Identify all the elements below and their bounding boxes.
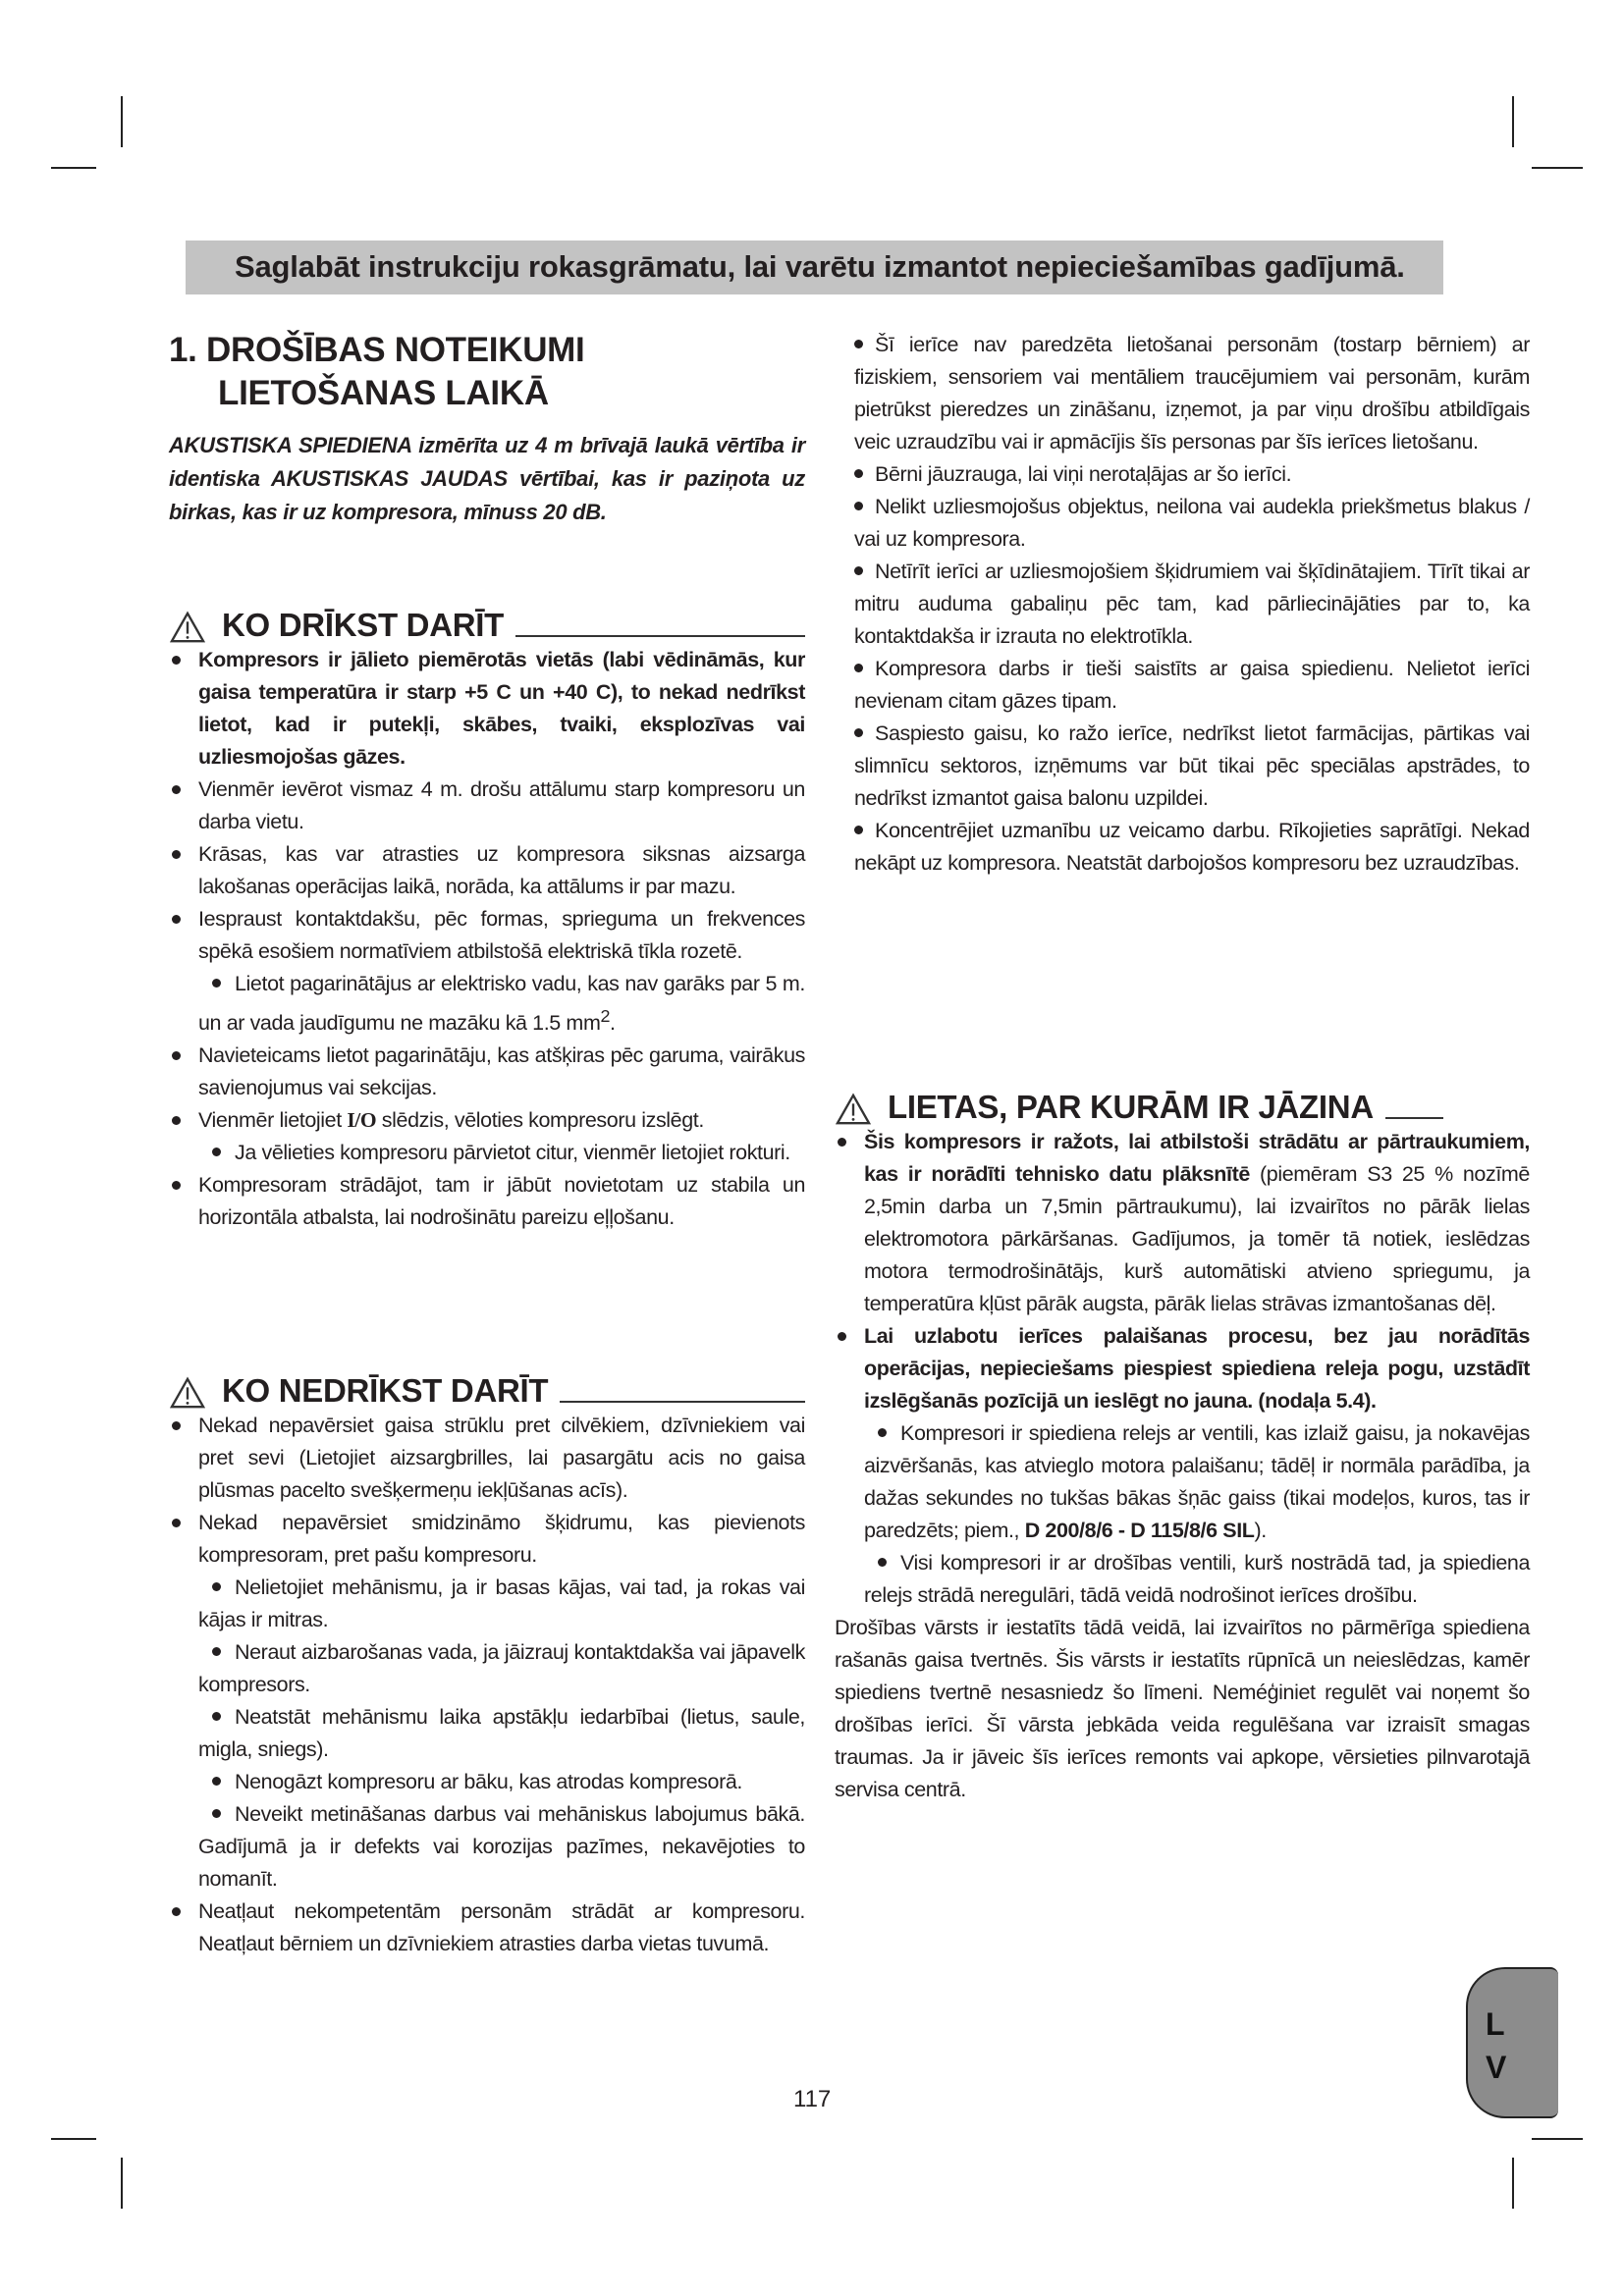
item-text: Vienmēr ievērot vismaz 4 m. drošu attālumu starp kompresoru un darba vietu.	[198, 777, 805, 833]
bullet-icon	[212, 1148, 221, 1156]
list-item	[835, 1547, 1530, 1612]
bullet-icon	[172, 1421, 181, 1430]
know-heading-text: LIETAS, PAR KURĀM IR JĀZINA	[888, 1089, 1374, 1125]
bullet-icon	[854, 502, 863, 510]
crop-mark	[121, 2158, 123, 2209]
item-text: Visi kompresori ir ar drošības ventili, kurš nostrādā tad, ja spiediena relejs strādā neregulāri, tādā veidā nodrošinot ierīces drošību.	[864, 1551, 1530, 1607]
warning-triangle-icon	[169, 1376, 206, 1410]
language-tab-l: L	[1486, 2006, 1505, 2042]
list-item	[169, 774, 805, 838]
item-text: (piemēram S3 25 % nozīmē 2,5min darba un 7,5min pārtraukumu), lai izvairītos no pārāk lielas elektromotora pārkāršanas. Gadījumos, ja tomēr tā notiek, ieslēdzas motora termodrošinātājs, kurš automātiski atvieno spriegumu, ja temperatūra kļūst pārāk augsta, pārāk lielas strāvas izmantošanas dēļ.	[864, 1162, 1530, 1315]
know-section	[835, 1083, 1530, 1806]
list-item	[169, 1766, 805, 1798]
warning-triangle-icon	[169, 611, 206, 644]
bullet-icon	[172, 656, 181, 665]
item-text: D 200/8/6 - D 115/8/6 SIL	[1024, 1519, 1255, 1542]
item-text: Neatstāt mehānismu laika apstākļu iedarbībai (lietus, saule, migla, sniegs).	[198, 1705, 805, 1761]
item-text: 2	[600, 1006, 611, 1026]
heading-rule	[560, 1401, 805, 1403]
item-text: Šī ierīce nav paredzēta lietošanai personām (tostarp bērniem) ar fiziskiem, sensoriem vai mentāliem traucējumiem vai personām, kurām pietrūkst pieredzes un zināšanu, izņemot, ja par viņu drošību atbildīgais veic uzraudzību vai ir apmācījis šīs personas par šīs ierīces lietošanu.	[854, 333, 1530, 454]
dont-section	[169, 1366, 805, 1960]
bullet-icon	[172, 1116, 181, 1125]
list-item	[169, 1798, 805, 1896]
list-item	[854, 718, 1530, 815]
item-text: ).	[1254, 1519, 1267, 1542]
list-item	[835, 1612, 1530, 1806]
bullet-icon	[172, 850, 181, 859]
bullet-icon	[878, 1428, 887, 1437]
title-line1: 1. DROŠĪBAS NOTEIKUMI	[169, 331, 585, 369]
item-text: Krāsas, kas var atrasties uz kompresora siksnas aizsarga lakošanas operācijas laikā, norāda, ka attālums ir par mazu.	[198, 842, 805, 898]
item-text: .	[610, 1011, 616, 1036]
item-text: Lietot pagarinātājus ar elektrisko vadu, kas nav garāks par 5 m. un ar vada jaudīgumu ne mazāku kā 1.5 mm	[198, 972, 805, 1036]
list-item	[169, 838, 805, 903]
do-section	[169, 601, 805, 1234]
dont-heading	[169, 1366, 805, 1410]
item-text: Šis kompresors ir ražots, lai atbilstoši strādātu ar pārtraukumiem, kas ir norādīti tehnisko datu plāksnītē	[864, 1130, 1530, 1186]
bullet-icon	[172, 785, 181, 794]
language-tab	[1466, 1967, 1558, 2118]
left-column	[169, 329, 805, 529]
list-item	[854, 653, 1530, 718]
item-text: Netīrīt ierīci ar uzliesmojošiem šķidrumiem vai šķīdinātajiem. Tīrīt tikai ar mitru auduma gabaliņu pēc tam, kad pārliecinājāties par to, ka kontaktdakša ir izrauta no elektrotīkla.	[854, 560, 1530, 648]
bullet-icon	[854, 664, 863, 672]
item-text: Koncentrējiet uzmanību uz veicamo darbu. Rīkojieties saprātīgi. Nekad nekāpt uz kompresora. Neatstāt darbojošos kompresoru bez uzraudzības.	[854, 819, 1530, 875]
list-item	[169, 1701, 805, 1766]
bullet-icon	[212, 1777, 221, 1786]
list-item	[835, 1126, 1530, 1320]
crop-mark	[121, 96, 123, 147]
bullet-icon	[172, 1051, 181, 1060]
item-text: Nenogāzt kompresoru ar bāku, kas atrodas kompresorā.	[235, 1770, 742, 1793]
item-text: Nekad nepavērsiet smidzināmo šķidrumu, kas pievienots kompresoram, pret pašu kompresoru.	[198, 1511, 805, 1567]
bullet-icon	[838, 1138, 846, 1147]
crop-mark	[1512, 96, 1514, 147]
item-text: Vienmēr lietojiet	[198, 1108, 348, 1133]
list-item	[169, 1636, 805, 1701]
dont-heading-text: KO NEDRĪKST DARĪT	[222, 1372, 549, 1409]
list-item	[854, 815, 1530, 880]
bullet-icon	[172, 915, 181, 924]
acoustic-note: AKUSTISKA SPIEDIENA izmērīta uz 4 m brīvajā laukā vērtība ir identiska AKUSTISKAS JAUDAS vērtībai, kas ir paziņota uz birkas, kas ir uz kompresora, mīnuss 20 dB.	[169, 433, 805, 524]
bullet-icon	[212, 1712, 221, 1721]
crop-mark	[51, 2138, 96, 2140]
do-heading	[169, 601, 805, 644]
list-item	[835, 1417, 1530, 1547]
do-list	[169, 644, 805, 1234]
item-text: Kompresors ir jālieto piemērotās vietās (labi vēdināmās, kur gaisa temperatūra ir starp +5 C un +40 C), to nekad nedrīkst lietot, kad ir putekļi, skābes, tvaiki, eksplozīvas vai uzliesmojošas gāzes.	[198, 648, 805, 769]
instruction-banner	[186, 240, 1443, 294]
banner-text: Saglabāt instrukciju rokasgrāmatu, lai varētu izmantot nepieciešamības gadījumā.	[235, 249, 1405, 284]
list-item	[854, 556, 1530, 653]
list-item	[169, 644, 805, 774]
item-text: Nelikt uzliesmojošus objektus, neilona vai audekla priekšmetus blakus / vai uz kompresora.	[854, 495, 1530, 551]
bullet-icon	[172, 1181, 181, 1190]
list-item	[169, 1507, 805, 1572]
page-number: 117	[793, 2086, 832, 2112]
item-text: Ja vēlieties kompresoru pārvietot citur, vienmēr lietojiet rokturi.	[235, 1141, 790, 1165]
item-text: Nelietojiet mehānismu, ja ir basas kājas, vai tad, ja rokas vai kājas ir mitras.	[198, 1575, 805, 1631]
item-text: Kompresora darbs ir tieši saistīts ar gaisa spiedienu. Nelietot ierīci nevienam citam gāzes tipam.	[854, 657, 1530, 713]
bullet-icon	[854, 826, 863, 834]
heading-rule	[515, 635, 805, 637]
do-heading-text: KO DRĪKST DARĪT	[222, 607, 504, 643]
list-item	[854, 329, 1530, 458]
list-item	[169, 1040, 805, 1104]
list-item	[169, 1104, 805, 1137]
item-text: Iespraust kontaktdakšu, pēc formas, sprieguma un frekvences spēkā esošiem normatīviem atbilstošā elektriskā tīkla rozetē.	[198, 907, 805, 963]
crop-mark	[1512, 2158, 1514, 2209]
item-text: I/O	[347, 1108, 377, 1133]
item-text: Kompresoram strādājot, tam ir jābūt novietotam uz stabila un horizontāla atbalsta, lai nodrošinātu pareizu eļļošanu.	[198, 1173, 805, 1230]
know-list	[835, 1126, 1530, 1806]
item-text: Lai uzlabotu ierīces palaišanas procesu, bez jau norādītās operācijas, nepieciešams piespiest spiediena releja pogu, uzstādīt izslēgšanās pozīcijā un ieslēgt no jauna. (nodaļa 5.4).	[864, 1324, 1530, 1413]
bullet-icon	[878, 1558, 887, 1567]
crop-mark	[51, 167, 96, 169]
list-item	[169, 1896, 805, 1960]
language-tab-v: V	[1486, 2050, 1507, 2085]
dont-list	[169, 1410, 805, 1960]
item-text: Drošības vārsts ir iestatīts tādā veidā, lai izvairītos no pārmērīga spiediena rašanās gaisa tvertnēs. Šis vārsts ir iestatīts rūpnīcā un neieslēdzas, kamēr spiediens tvertnē nesasniedz šo līmeni. Neméģiniet regulēt vai noņemt šo drošības ierīci. Šī vārsta jebkāda veida regulēšana var izraisīt smagas traumas. Ja ir jāveic šīs ierīces remonts vai apkope, vērsieties pilnvarotajā servisa centrā.	[835, 1616, 1530, 1801]
bullet-icon	[172, 1519, 181, 1527]
crop-mark	[1532, 2138, 1583, 2140]
right-top-section	[854, 329, 1530, 880]
bullet-icon	[212, 1809, 221, 1818]
bullet-icon	[172, 1907, 181, 1916]
crop-mark	[1532, 167, 1583, 169]
bullet-icon	[854, 566, 863, 575]
bullet-icon	[212, 1647, 221, 1656]
know-heading	[835, 1083, 1443, 1126]
bullet-icon	[212, 1582, 221, 1591]
list-item	[169, 1572, 805, 1636]
title-line2: LIETOŠANAS LAIKĀ	[218, 374, 549, 412]
bullet-icon	[212, 979, 221, 988]
item-text: Neraut aizbarošanas vada, ja jāizrauj kontaktdakša vai jāpavelk kompresors.	[198, 1640, 805, 1696]
item-text: slēdzis, vēloties kompresoru izslēgt.	[376, 1108, 704, 1133]
warning-triangle-icon	[835, 1093, 872, 1126]
item-text: Kompresori ir spiediena relejs ar ventili, kas izlaiž gaisu, ja nokavējas aizvēršanās, kas atvieglo motora palaišanu; tādēļ ir normāla parādība, ja dažas sekundes no tukšas bākas šņāc gaiss (tikai modeļos, kuros, tas ir paredzēts; piem.,	[864, 1421, 1530, 1542]
bullet-icon	[854, 469, 863, 478]
list-item	[169, 1410, 805, 1507]
item-text: Navieteicams lietot pagarinātāju, kas atšķiras pēc garuma, vairākus savienojumus vai sekcijas.	[198, 1043, 805, 1100]
list-item	[169, 903, 805, 968]
list-item	[854, 458, 1530, 491]
item-text: Nekad nepavērsiet gaisa strūklu pret cilvēkiem, dzīvniekiem vai pret sevi (Lietojiet aizsargbrilles, lai pasargātu acis no gaisa plūsmas pacelto svešķermeņu iekļūšanas acīs).	[198, 1414, 805, 1502]
list-item	[169, 968, 805, 1040]
bullet-icon	[854, 340, 863, 348]
heading-rule	[1385, 1117, 1443, 1119]
list-item	[169, 1169, 805, 1234]
list-item	[854, 491, 1530, 556]
bullet-icon	[838, 1332, 846, 1341]
right-top-list	[854, 329, 1530, 880]
list-item	[169, 1137, 805, 1169]
item-text: Neveikt metināšanas darbus vai mehāniskus labojumus bākā. Gadījumā ja ir defekts vai korozijas pazīmes, nekavējoties to nomanīt.	[198, 1802, 805, 1891]
list-item	[835, 1320, 1530, 1417]
item-text: Bērni jāuzrauga, lai viņi nerotaļājas ar šo ierīci.	[875, 462, 1292, 486]
item-text: Neatļaut nekompetentām personām strādāt ar kompresoru. Neatļaut bērniem un dzīvniekiem atrasties darba vietas tuvumā.	[198, 1899, 805, 1955]
item-text: Saspiesto gaisu, ko ražo ierīce, nedrīkst lietot farmācijas, pārtikas vai slimnīcu sektoros, izņēmums var būt tikai pēc speciālas apstrādes, to nedrīkst izmantot gaisa balonu uzpildei.	[854, 721, 1530, 810]
page-title	[169, 329, 805, 415]
bullet-icon	[854, 728, 863, 737]
